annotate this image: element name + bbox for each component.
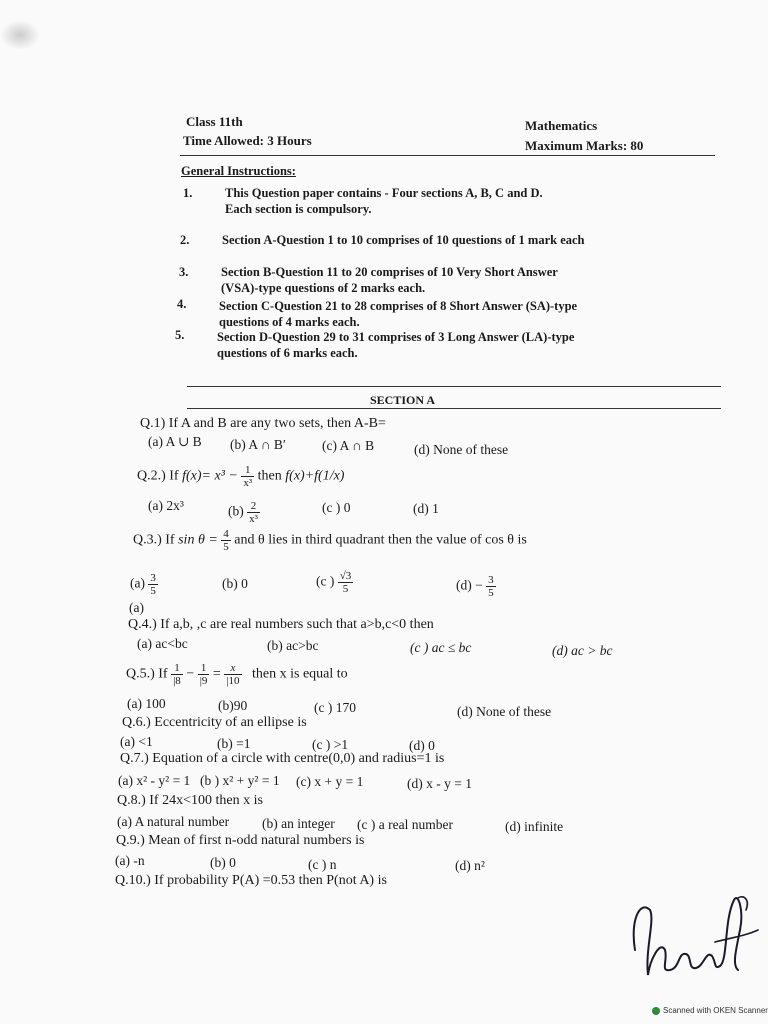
q2-prefix: Q.2.) If <box>137 468 179 484</box>
q4-option-d: (d) ac > bc <box>552 643 613 658</box>
q2-option-b <box>228 500 260 525</box>
q9-option-c: (c ) n <box>308 857 337 872</box>
q3-option-d-fraction: $\frac{3}{5}$ <box>488 574 494 599</box>
q5-option-d: (d) None of these <box>457 704 552 719</box>
q6-option-a: (a) <1 <box>120 734 153 749</box>
q3-option-d <box>456 574 496 599</box>
q6-option-d: (d) 0 <box>409 738 435 753</box>
q2-option-d: (d) 1 <box>413 501 439 516</box>
instruction-line: Section A-Question 1 to 10 comprises of 10 questions of 1 mark each <box>222 233 585 247</box>
q7-option-a: (a) x² - y² = 1 <box>118 773 191 788</box>
question-6: Q.6.) Eccentricity of an ellipse is <box>122 715 307 730</box>
instruction-line: Section D-Question 29 to 31 comprises of 3 Long Answer (LA)-type <box>217 330 575 344</box>
question-3 <box>133 528 527 553</box>
question-1: Q.1) If A and B are any two sets, then A-B= <box>140 416 386 431</box>
q3-extra-a: (a) <box>129 600 144 615</box>
q3-option-a-label: (a) <box>130 575 145 591</box>
question-4: Q.4.) If a,b, ,c are real numbers such that a>b,c<0 then <box>128 617 434 632</box>
q4-option-b: (b) ac>bc <box>267 638 319 653</box>
q2-formula: f(x)= x³ − <box>182 468 238 484</box>
q2-option-b-label: (b) <box>228 503 244 519</box>
subject-label: Mathematics <box>525 118 598 133</box>
q7-option-d: (d) x - y = 1 <box>407 776 472 791</box>
q9-option-b: (b) 0 <box>210 855 236 870</box>
section-rule-bottom <box>187 408 721 409</box>
q5-fraction-1: $\frac{1}{|8}$ <box>173 662 181 687</box>
section-title: SECTION A <box>370 393 436 407</box>
q3-prefix: Q.3.) If <box>133 532 175 548</box>
question-9: Q.9.) Mean of first n-odd natural numbers is <box>116 833 365 848</box>
question-7: Q.7.) Equation of a circle with centre(0,0) and radius=1 is <box>120 751 445 766</box>
instruction-number: 2. <box>180 233 190 247</box>
q3-option-d-sign: − <box>475 577 483 593</box>
instruction-line: questions of 4 marks each. <box>219 315 360 329</box>
q2-option-a: (a) 2x³ <box>148 498 184 513</box>
instruction-line: This Question paper contains - Four sections A, B, C and D. <box>225 186 543 200</box>
q5-option-c: (c ) 170 <box>314 700 356 715</box>
q7-option-c: (c) x + y = 1 <box>296 774 364 789</box>
q3-option-c-fraction: $\frac{√3}{5}$ <box>339 570 352 595</box>
max-marks: Maximum Marks: 80 <box>525 138 644 153</box>
q5-minus: − <box>186 666 195 682</box>
q2-option-c: (c ) 0 <box>322 500 351 515</box>
q1-option-c: (c) A ∩ B <box>322 438 375 453</box>
instruction-line: (VSA)-type questions of 2 marks each. <box>221 281 426 295</box>
q3-sine: sin θ = <box>178 532 218 548</box>
scanner-watermark-text: Scanned with OKEN Scanner <box>663 1006 768 1015</box>
q8-option-c: (c ) a real number <box>357 817 453 832</box>
instruction-line: Section C-Question 21 to 28 comprises of 8 Short Answer (SA)-type <box>219 299 578 313</box>
q3-option-b: (b) 0 <box>222 576 248 591</box>
scan-smudge <box>0 20 40 50</box>
q3-option-a-fraction: $\frac{3}{5}$ <box>150 572 156 597</box>
instruction-line: Section B-Question 11 to 20 comprises of 10 Very Short Answer <box>221 265 558 279</box>
section-rule-top <box>187 386 721 387</box>
q3-option-c-label: (c ) <box>316 573 335 589</box>
instruction-line: Each section is compulsory. <box>225 202 372 216</box>
q5-fraction-2: $\frac{1}{|9}$ <box>199 662 208 687</box>
q4-option-a: (a) ac<bc <box>137 636 188 651</box>
scanner-watermark <box>652 1006 768 1015</box>
q2-then: then <box>257 468 282 484</box>
instruction-number: 4. <box>177 297 187 311</box>
instructions-title: General Instructions: <box>181 164 296 178</box>
question-10: Q.10.) If probability P(A) =0.53 then P(not A) is <box>115 873 387 888</box>
q8-option-b: (b) an integer <box>262 816 335 831</box>
q8-option-a: (a) A natural number <box>117 814 230 829</box>
q3-mid: and θ lies in third quadrant then the value of cos θ is <box>234 532 527 548</box>
time-allowed: Time Allowed: 3 Hours <box>183 133 312 148</box>
q3-option-d-label: (d) <box>456 577 472 593</box>
q6-option-b: (b) =1 <box>217 736 251 751</box>
q9-option-d: (d) n² <box>455 858 485 873</box>
question-2 <box>137 464 344 489</box>
scanner-logo-icon <box>652 1007 660 1015</box>
q6-option-c: (c ) >1 <box>312 737 349 752</box>
q2-expression: f(x)+f(1/x) <box>285 468 345 484</box>
instruction-line: questions of 6 marks each. <box>217 346 358 360</box>
handwritten-signature <box>620 880 760 990</box>
q9-option-a: (a) -n <box>115 853 145 868</box>
q1-option-d: (d) None of these <box>414 442 509 457</box>
q2-fraction: $\frac{1}{\text{x³}}$ <box>243 464 253 489</box>
q5-equals: = <box>212 666 221 682</box>
q7-option-b: (b ) x² + y² = 1 <box>200 773 280 788</box>
q3-option-c <box>316 570 353 595</box>
q5-fraction-3: $\frac{x}{|10}$ <box>226 662 240 687</box>
q5-option-a: (a) 100 <box>127 696 166 711</box>
q3-option-a <box>130 572 158 597</box>
question-5 <box>126 662 348 687</box>
q3-fraction: $\frac{4}{5}$ <box>223 528 229 553</box>
instruction-number: 5. <box>175 328 185 342</box>
q5-mid: then x is equal to <box>252 666 348 682</box>
q1-option-b: (b) A ∩ B′ <box>230 437 286 452</box>
q1-option-a: (a) A ∪ B <box>148 434 202 449</box>
header-rule <box>180 155 715 156</box>
q5-prefix: Q.5.) If <box>126 666 168 682</box>
q2-option-b-fraction: $\frac{2}{\text{x³}}$ <box>249 500 258 525</box>
class-label: Class 11th <box>186 114 243 129</box>
q5-option-b: (b)90 <box>218 698 248 713</box>
instruction-number: 3. <box>179 265 189 279</box>
question-8: Q.8.) If 24x<100 then x is <box>117 793 263 808</box>
q4-option-c: (c ) ac ≤ bc <box>410 640 472 655</box>
instruction-number: 1. <box>183 186 193 200</box>
q8-option-d: (d) infinite <box>505 819 564 834</box>
